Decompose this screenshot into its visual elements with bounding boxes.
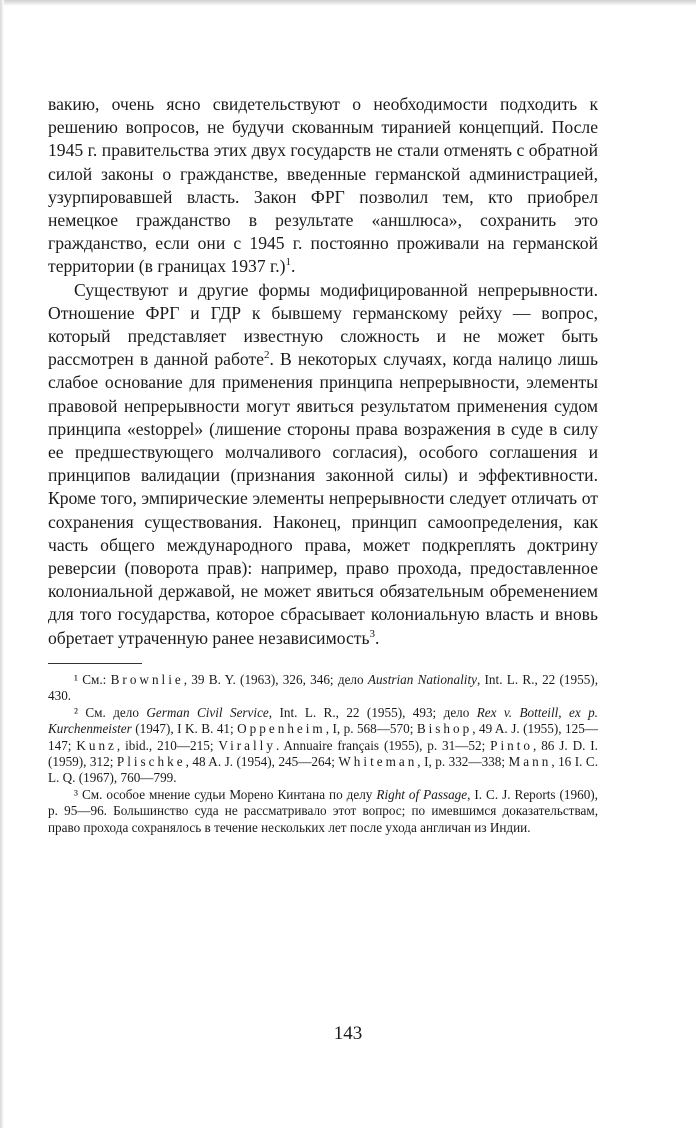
scan-edge-left bbox=[0, 0, 4, 1128]
footnote-text: См.: bbox=[77, 671, 111, 687]
footnote-text: , Int. L. R., 22 (1955), 493; дело bbox=[268, 704, 477, 720]
footnote-text: , I, p. 332—338; bbox=[417, 753, 509, 769]
footnote-1 bbox=[48, 672, 598, 705]
footnote-2 bbox=[48, 705, 598, 787]
footnote-text: См. дело bbox=[77, 704, 147, 720]
main-text bbox=[48, 93, 598, 836]
footnote-text: , 16 I. C. L. Q. (1967), 760—799. bbox=[48, 753, 599, 786]
footnote-author: Whiteman bbox=[338, 753, 418, 769]
paragraph-1-text: вакию, очень ясно свидетельствуют о необходимости подходить к решению вопросов, не будучи скованным тиранией концепций. После 1945 г. правительства этих двух государств не стали отменять с обратной силой законы о гражданстве, введенные германской администрацией, узурпировавшей власть. Закон ФРГ позволил тем, кто приобрел немецкое гражданство в результате «аншлюса», сохранить это гражданство, если они с 1945 г. постоянно проживали на германской территории (в границах 1937 г.) bbox=[48, 94, 598, 277]
footnote-ref-2: 2 bbox=[264, 349, 270, 362]
footnote-author: Mann bbox=[508, 753, 552, 769]
footnote-marker: ² bbox=[74, 704, 78, 720]
scan-edge-top bbox=[0, 0, 696, 6]
footnote-author: Oppenheim bbox=[237, 721, 326, 737]
footnote-author: Brownlie bbox=[110, 671, 184, 687]
page-number: 143 bbox=[333, 1023, 363, 1044]
footnote-text: , 48 A. J. (1954), 245—264; bbox=[185, 753, 339, 769]
footnote-text: , ibid., 210—215; bbox=[116, 737, 219, 753]
footnote-case-title: German Civil Service bbox=[146, 704, 269, 720]
footnote-separator bbox=[48, 663, 142, 664]
footnote-ref-1: 1 bbox=[285, 256, 291, 269]
footnote-text: , 49 A. J. (1955), 125—147; bbox=[48, 721, 598, 753]
footnote-author: Bishop bbox=[416, 721, 473, 737]
paragraph-2-text-a: Существуют и другие формы модифицированной непрерывности. Отношение ФРГ и ГДР к бывшему германскому рейху — вопрос, который представляет известную сложность и не может быть рассмотрен в данной работе bbox=[48, 279, 598, 370]
footnote-text: , 39 B. Y. (1963), 326, 346; дело bbox=[183, 671, 368, 687]
footnote-text: , I, p. 568—570; bbox=[325, 721, 417, 737]
footnote-author: Pinto bbox=[490, 737, 534, 753]
footnote-text: , 86 J. D. I. (1959), 312; bbox=[48, 737, 598, 769]
footnote-marker: ¹ bbox=[74, 671, 78, 687]
footnote-text: , I. C. J. Reports (1960), p. 95—96. Большинство суда не рассматривало этот вопрос; по имевшимся доказательствам, право прохода сохранялось в течение нескольких лет после ухода англичан из Индии. bbox=[48, 786, 598, 835]
footnote-3 bbox=[48, 787, 598, 836]
footnote-text: , Int. L. R., 22 (1955), 430. bbox=[48, 671, 598, 704]
footnote-case-title: Rex v. Botteill, ex p. Kurchenmeister bbox=[48, 704, 598, 737]
footnote-text: . Annuaire français (1955), p. 31—52; bbox=[275, 737, 491, 753]
footnote-ref-3: 3 bbox=[369, 627, 375, 640]
footnote-text: (1947), I K. B. 41; bbox=[131, 721, 238, 737]
paragraph-2-text-b: . В некоторых случаях, когда налицо лишь слабое основание для применения принципа непрерывности, элементы правовой непрерывности могут явиться результатом применения судом принципа «estoppel» (лишение стороны права возражения в суде в силу ее предшествующего молчаливого согласия), особого соглашения и принципов валидации (признания законной силы) и эффективности. Кроме того, эмпирические элементы непрерывности следует отличать от сохранения существования. Наконец, принцип самоопределения, как часть общего международного права, может подкреплять доктрину реверсии (поворота прав): например, право прохода, предоставленное колониальной державой, не может явиться обязательным обременением для того государства, которое сбрасывает колониальную власть и вновь обретает утраченную ранее независимость bbox=[48, 349, 598, 648]
footnote-author: Kunz bbox=[76, 737, 117, 753]
paragraph-2 bbox=[48, 279, 598, 650]
footnote-case-title: Austrian Nationality bbox=[367, 671, 477, 687]
footnote-case-title: Right of Passage bbox=[376, 786, 468, 802]
footnote-text: См. особое мнение судьи Морено Кинтана по делу bbox=[77, 786, 377, 802]
paragraph-1: вакию, очень ясно свидетельствуют о необходимости подходить к решению вопросов, не будучи скованным тиранией концепций. После 1945 г. правительства этих двух государств не стали отменять с обратной силой законы о гражданстве, введенные германской администрацией, узурпировавшей власть. Закон ФРГ позволил тем, кто приобрел немецкое гражданство в результате «аншлюса», сохранить это гражданство, если они с 1945 г. постоянно проживали на германской территории (в границах 1937 г.)$^1$. bbox=[48, 94, 598, 277]
footnote-author: Plischke bbox=[116, 753, 186, 769]
footnote-author: Virally bbox=[218, 737, 276, 753]
paragraph-2-end: . bbox=[374, 627, 380, 648]
footnote-marker: ³ bbox=[74, 786, 78, 802]
